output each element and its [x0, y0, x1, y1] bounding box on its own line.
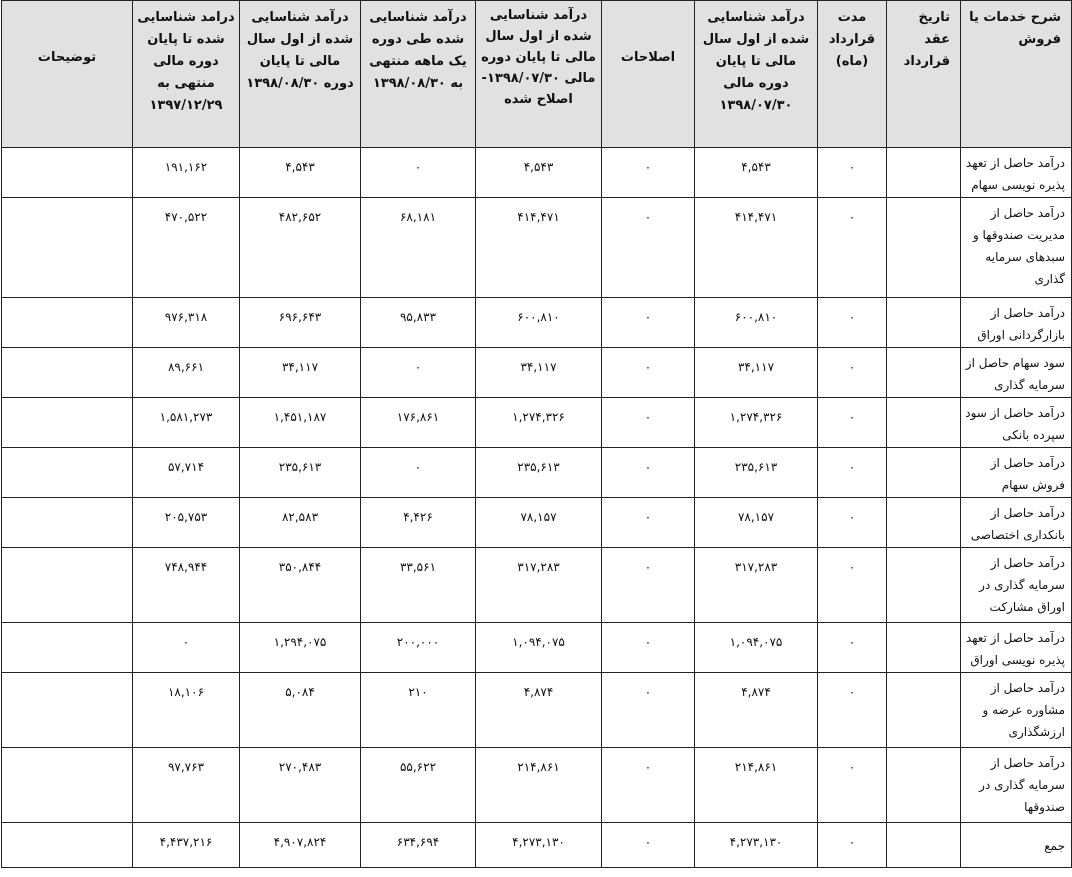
row-revenue-prev: ۴۷۰,۵۲۲: [133, 198, 240, 298]
row-description: درآمد حاصل از تعهد پذیره نویسی اوراق: [961, 623, 1072, 673]
row-adjustments: ۰: [602, 748, 695, 823]
row-contract-date: [887, 298, 961, 348]
row-revenue-prev: ۷۴۸,۹۴۴: [133, 548, 240, 623]
row-duration: ۰: [818, 498, 887, 548]
row-notes: [2, 748, 133, 823]
row-contract-date: [887, 673, 961, 748]
row-contract-date: [887, 448, 961, 498]
header-row: [2, 1, 1072, 148]
header-revenue-fy-to-end: درآمد شناسایی شده از اول سال مالی تا پایان دوره ۱۳۹۸/۰۸/۳۰: [240, 1, 361, 148]
row-description: درآمد حاصل از سرمایه گذاری در اوراق مشارکت: [961, 548, 1072, 623]
total-revenue-month: ۶۳۴,۶۹۴: [361, 823, 476, 868]
header-revenue-fy-to-period: درآمد شناسایی شده از اول سال مالی تا پایان دوره مالی ۱۳۹۸/۰۷/۳۰: [695, 1, 818, 148]
row-revenue-month: ۳۳,۵۶۱: [361, 548, 476, 623]
row-revenue-adjusted: ۳۱۷,۲۸۳: [476, 548, 602, 623]
row-revenue-month: ۰: [361, 448, 476, 498]
header-description: شرح خدمات یا فروش: [961, 1, 1072, 148]
row-duration: ۰: [818, 623, 887, 673]
row-revenue-fy: ۴,۵۴۳: [695, 148, 818, 198]
row-duration: ۰: [818, 548, 887, 623]
table-row: [2, 198, 1072, 298]
row-revenue-month: ۲۱۰: [361, 673, 476, 748]
revenue-table: [1, 0, 1072, 868]
row-revenue-prev: ۱۹۱,۱۶۲: [133, 148, 240, 198]
total-revenue-prev: ۴,۴۳۷,۲۱۶: [133, 823, 240, 868]
header-adjustments: اصلاحات: [602, 1, 695, 148]
row-revenue-fy-end: ۸۲,۵۸۳: [240, 498, 361, 548]
table-row: [2, 298, 1072, 348]
row-contract-date: [887, 398, 961, 448]
row-revenue-fy: ۳۴,۱۱۷: [695, 348, 818, 398]
row-contract-date: [887, 748, 961, 823]
row-adjustments: ۰: [602, 148, 695, 198]
row-adjustments: ۰: [602, 348, 695, 398]
table-row: [2, 673, 1072, 748]
row-revenue-fy: ۱,۰۹۴,۰۷۵: [695, 623, 818, 673]
row-duration: ۰: [818, 298, 887, 348]
header-contract-date: تاریخ عقد قرارداد: [887, 1, 961, 148]
row-revenue-fy-end: ۴,۵۴۳: [240, 148, 361, 198]
header-notes: توضیحات: [2, 1, 133, 148]
row-notes: [2, 623, 133, 673]
row-notes: [2, 823, 133, 868]
row-revenue-fy: ۱,۲۷۴,۳۲۶: [695, 398, 818, 448]
row-revenue-fy-end: ۲۷۰,۴۸۳: [240, 748, 361, 823]
row-duration: ۰: [818, 348, 887, 398]
table-row: [2, 498, 1072, 548]
row-revenue-prev: ۲۰۵,۷۵۳: [133, 498, 240, 548]
row-revenue-adjusted: ۶۰۰,۸۱۰: [476, 298, 602, 348]
row-description: درآمد حاصل از تعهد پذیره نویسی سهام: [961, 148, 1072, 198]
row-duration: ۰: [818, 198, 887, 298]
row-duration: ۰: [818, 823, 887, 868]
row-description: درآمد حاصل از سرمایه گذاری در صندوقها: [961, 748, 1072, 823]
table-row: [2, 748, 1072, 823]
table-row: [2, 548, 1072, 623]
row-adjustments: ۰: [602, 623, 695, 673]
row-notes: [2, 198, 133, 298]
row-revenue-fy: ۲۳۵,۶۱۳: [695, 448, 818, 498]
row-revenue-month: ۵۵,۶۲۲: [361, 748, 476, 823]
row-duration: ۰: [818, 148, 887, 198]
total-revenue-fy-end: ۴,۹۰۷,۸۲۴: [240, 823, 361, 868]
header-contract-duration: مدت قرارداد (ماه): [818, 1, 887, 148]
row-adjustments: ۰: [602, 498, 695, 548]
header-revenue-one-month: درآمد شناسایی شده طی دوره یک ماهه منتهی به ۱۳۹۸/۰۸/۳۰: [361, 1, 476, 148]
row-revenue-prev: ۰: [133, 623, 240, 673]
row-revenue-fy: ۳۱۷,۲۸۳: [695, 548, 818, 623]
header-revenue-prev-fy: درامد شناسایی شده تا پایان دوره مالی منتهی به ۱۳۹۷/۱۲/۲۹: [133, 1, 240, 148]
row-duration: ۰: [818, 398, 887, 448]
row-revenue-adjusted: ۲۳۵,۶۱۳: [476, 448, 602, 498]
row-revenue-month: ۶۸,۱۸۱: [361, 198, 476, 298]
table-row: [2, 348, 1072, 398]
row-contract-date: [887, 623, 961, 673]
row-contract-date: [887, 348, 961, 398]
total-revenue-adjusted: ۴,۲۷۳,۱۳۰: [476, 823, 602, 868]
total-revenue-fy: ۴,۲۷۳,۱۳۰: [695, 823, 818, 868]
row-revenue-adjusted: ۴۱۴,۴۷۱: [476, 198, 602, 298]
row-revenue-prev: ۵۷,۷۱۴: [133, 448, 240, 498]
row-adjustments: ۰: [602, 548, 695, 623]
row-notes: [2, 348, 133, 398]
row-contract-date: [887, 198, 961, 298]
row-notes: [2, 298, 133, 348]
row-revenue-fy-end: ۲۳۵,۶۱۳: [240, 448, 361, 498]
row-revenue-month: ۰: [361, 348, 476, 398]
row-notes: [2, 398, 133, 448]
row-duration: ۰: [818, 673, 887, 748]
row-duration: ۰: [818, 448, 887, 498]
row-adjustments: ۰: [602, 398, 695, 448]
row-revenue-prev: ۱۸,۱۰۶: [133, 673, 240, 748]
table-row: [2, 398, 1072, 448]
total-row: [2, 823, 1072, 868]
row-revenue-prev: ۱,۵۸۱,۲۷۳: [133, 398, 240, 448]
row-revenue-adjusted: ۷۸,۱۵۷: [476, 498, 602, 548]
row-adjustments: ۰: [602, 298, 695, 348]
row-duration: ۰: [818, 748, 887, 823]
row-contract-date: [887, 498, 961, 548]
row-notes: [2, 448, 133, 498]
row-revenue-fy: ۷۸,۱۵۷: [695, 498, 818, 548]
row-revenue-prev: ۸۹,۶۶۱: [133, 348, 240, 398]
table-row: [2, 623, 1072, 673]
row-adjustments: ۰: [602, 198, 695, 298]
row-revenue-month: ۹۵,۸۳۳: [361, 298, 476, 348]
row-notes: [2, 148, 133, 198]
row-revenue-fy: ۶۰۰,۸۱۰: [695, 298, 818, 348]
row-description: درآمد حاصل از بازارگردانی اوراق: [961, 298, 1072, 348]
row-revenue-month: ۰: [361, 148, 476, 198]
row-revenue-month: ۱۷۶,۸۶۱: [361, 398, 476, 448]
row-revenue-month: ۲۰۰,۰۰۰: [361, 623, 476, 673]
row-revenue-prev: ۹۷۶,۳۱۸: [133, 298, 240, 348]
row-description: سود سهام حاصل از سرمایه گذاری: [961, 348, 1072, 398]
total-adjustments: ۰: [602, 823, 695, 868]
row-notes: [2, 548, 133, 623]
row-adjustments: ۰: [602, 673, 695, 748]
row-revenue-adjusted: ۱,۰۹۴,۰۷۵: [476, 623, 602, 673]
row-revenue-fy: ۴,۸۷۴: [695, 673, 818, 748]
row-revenue-fy-end: ۳۴,۱۱۷: [240, 348, 361, 398]
row-adjustments: ۰: [602, 448, 695, 498]
header-revenue-adjusted: درآمد شناسایی شده از اول سال مالی تا پایان دوره مالی ۱۳۹۸/۰۷/۳۰- اصلاح شده: [476, 1, 602, 148]
row-revenue-adjusted: ۱,۲۷۴,۳۲۶: [476, 398, 602, 448]
row-revenue-adjusted: ۴,۸۷۴: [476, 673, 602, 748]
row-revenue-adjusted: ۳۴,۱۱۷: [476, 348, 602, 398]
row-revenue-prev: ۹۷,۷۶۳: [133, 748, 240, 823]
row-revenue-fy: ۲۱۴,۸۶۱: [695, 748, 818, 823]
row-description: درآمد حاصل از سود سپرده بانکی: [961, 398, 1072, 448]
row-revenue-month: ۴,۴۲۶: [361, 498, 476, 548]
row-revenue-fy-end: ۱,۴۵۱,۱۸۷: [240, 398, 361, 448]
row-description: درآمد حاصل از مدیریت صندوقها و سبدهای سرمایه گذاری: [961, 198, 1072, 298]
table-row: [2, 148, 1072, 198]
row-notes: [2, 673, 133, 748]
row-revenue-fy: ۴۱۴,۴۷۱: [695, 198, 818, 298]
row-revenue-fy-end: ۵,۰۸۴: [240, 673, 361, 748]
row-revenue-adjusted: ۴,۵۴۳: [476, 148, 602, 198]
row-contract-date: [887, 148, 961, 198]
row-revenue-fy-end: ۴۸۲,۶۵۲: [240, 198, 361, 298]
row-contract-date: [887, 823, 961, 868]
total-label: جمع: [961, 823, 1072, 868]
row-revenue-adjusted: ۲۱۴,۸۶۱: [476, 748, 602, 823]
row-notes: [2, 498, 133, 548]
row-revenue-fy-end: ۱,۲۹۴,۰۷۵: [240, 623, 361, 673]
table-row: [2, 448, 1072, 498]
row-description: درآمد حاصل از فروش سهام: [961, 448, 1072, 498]
row-description: درآمد حاصل از بانکداری اختصاصی: [961, 498, 1072, 548]
row-revenue-fy-end: ۶۹۶,۶۴۳: [240, 298, 361, 348]
row-revenue-fy-end: ۳۵۰,۸۴۴: [240, 548, 361, 623]
row-description: درآمد حاصل از مشاوره عرضه و ارزشگذاری: [961, 673, 1072, 748]
row-contract-date: [887, 548, 961, 623]
